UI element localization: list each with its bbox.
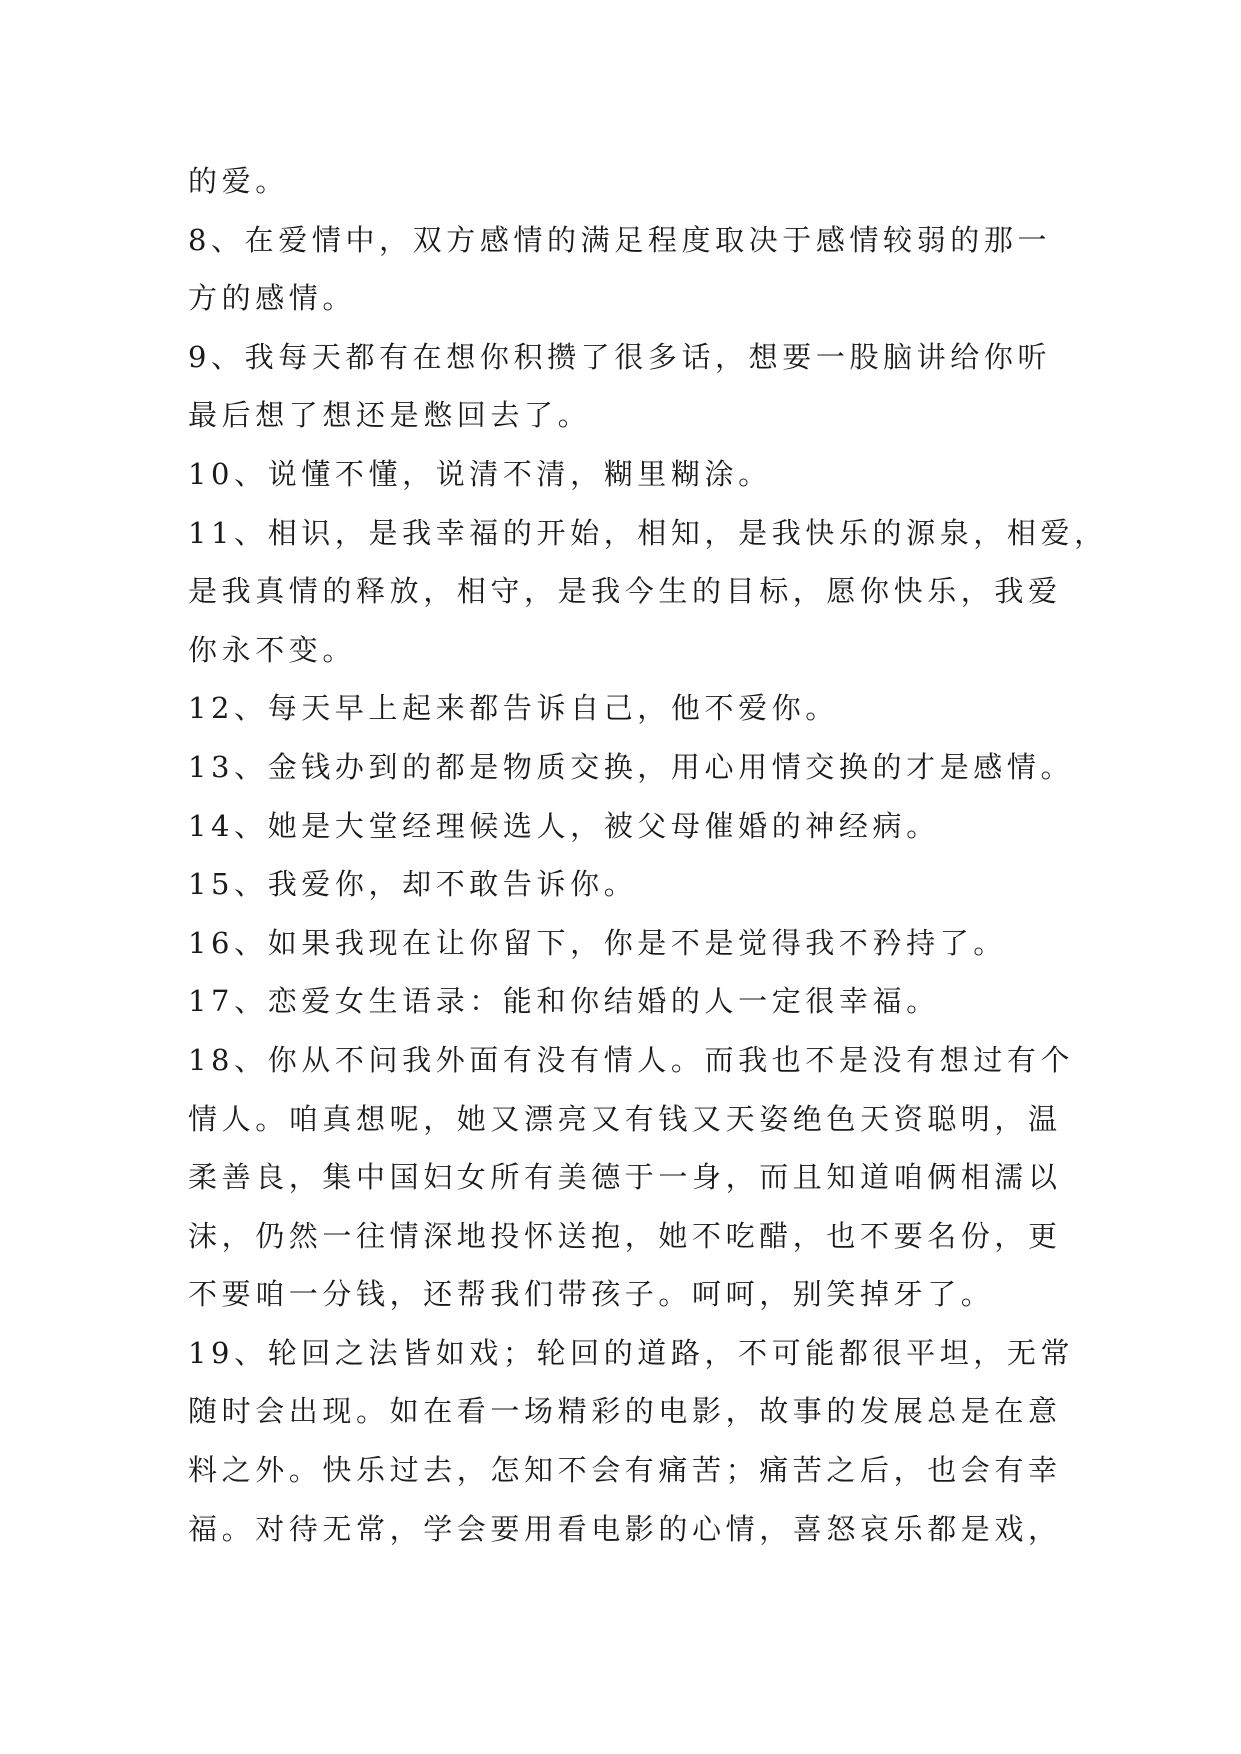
text-line: 10、说懂不懂，说清不清，糊里糊涂。 [188,456,772,491]
text-line: 情人。咱真想呢，她又漂亮又有钱又天姿绝色天资聪明，温 [188,1101,1062,1136]
text-line: 11、相识，是我幸福的开始，相知，是我快乐的源泉，相爱， [188,515,1108,550]
text-line: 料之外。快乐过去，怎知不会有痛苦；痛苦之后，也会有幸 [188,1453,1062,1488]
text-line: 12、每天早上起来都告诉自己，他不爱你。 [188,691,839,726]
text-line: 18、你从不问我外面有没有情人。而我也不是没有想过有个 [188,1042,1075,1077]
text-line: 14、她是大堂经理候选人，被父母催婚的神经病。 [188,808,940,843]
text-line: 的爱。 [188,164,289,198]
body-text [188,152,1108,1558]
text-line: 19、轮回之法皆如戏；轮回的道路，不可能都很平坦，无常 [188,1335,1075,1370]
text-line: 13、金钱办到的都是物质交换，用心用情交换的才是感情。 [188,749,1075,784]
text-line: 17、恋爱女生语录：能和你结婚的人一定很幸福。 [188,984,940,1019]
text-line: 沫，仍然一往情深地投怀送抱，她不吃醋，也不要名份，更 [188,1218,1062,1253]
text-line: 16、如果我现在让你留下，你是不是觉得我不矜持了。 [188,925,1007,960]
text-line: 9、我每天都有在想你积攒了很多话，想要一股脑讲给你听 [188,339,1052,374]
text-line: 15、我爱你，却不敢告诉你。 [188,867,638,902]
text-line: 你永不变。 [188,632,357,667]
text-line: 8、在爱情中，双方感情的满足程度取决于感情较弱的那一 [188,222,1052,257]
text-line: 是我真情的释放，相守，是我今生的目标，愿你快乐，我爱 [188,574,1062,609]
text-line: 不要咱一分钱，还帮我们带孩子。呵呵，别笑掉牙了。 [188,1277,995,1312]
text-line: 最后想了想还是憋回去了。 [188,398,592,433]
text-line: 福。对待无常，学会要用看电影的心情，喜怒哀乐都是戏， [188,1511,1062,1546]
text-line: 方的感情。 [188,281,357,316]
text-line: 随时会出现。如在看一场精彩的电影，故事的发展总是在意 [188,1394,1062,1429]
text-line: 柔善良，集中国妇女所有美德于一身，而且知道咱俩相濡以 [188,1160,1062,1195]
